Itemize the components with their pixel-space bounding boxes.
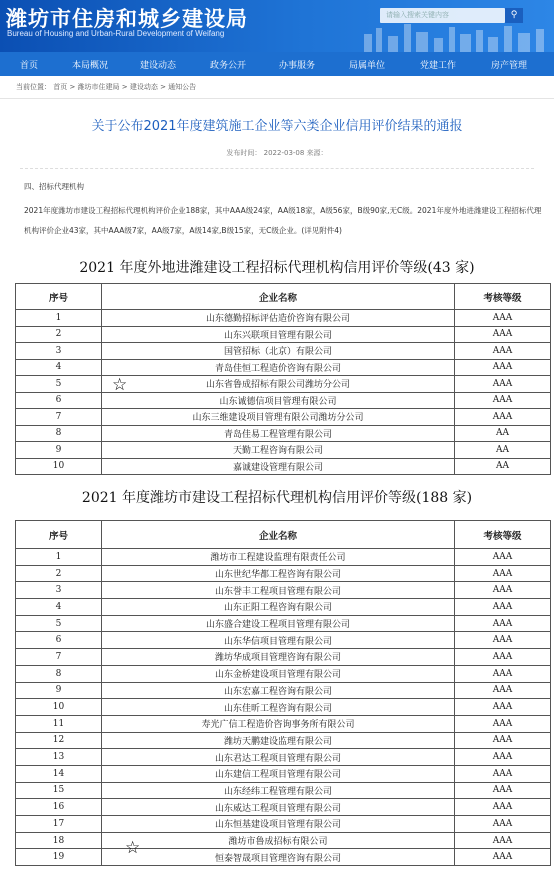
- grade: AAA: [455, 310, 551, 327]
- row-index: 15: [16, 782, 102, 799]
- row-index: 7: [16, 649, 102, 666]
- grade: AAA: [455, 799, 551, 816]
- table-row: [16, 582, 551, 599]
- grade: AAA: [455, 632, 551, 649]
- article-title: 关于公布2021年度建筑施工企业等六类企业信用评价结果的通报: [91, 119, 463, 134]
- table-row: [16, 458, 551, 475]
- section-heading: 四、招标代理机构: [24, 182, 84, 191]
- table-row: [16, 665, 551, 682]
- grade: AAA: [455, 849, 551, 866]
- grade: AAA: [455, 359, 551, 376]
- breadcrumb: 当前位置： 首页 > 潍坊市住建局 > 建设动态 > 通知公告: [0, 76, 554, 99]
- search-icon: ⚲: [510, 10, 518, 20]
- company-name: 山东诚德信项目管理有限公司: [102, 392, 455, 409]
- row-index: 4: [16, 359, 102, 376]
- company-name: 山东建信工程项目管理有限公司: [102, 765, 455, 782]
- row-index: 1: [16, 549, 102, 566]
- main-nav: [0, 52, 554, 76]
- table-row: [16, 615, 551, 632]
- site-banner: [0, 0, 554, 52]
- grade: AAA: [455, 699, 551, 716]
- company-name: 山东君达工程项目管理有限公司: [102, 749, 455, 766]
- grade: AAA: [455, 376, 551, 393]
- col-header-company: 企业名称: [102, 521, 455, 549]
- company-name: 山东世纪华都工程咨询有限公司: [102, 565, 455, 582]
- company-name: 山东兴联项目管理有限公司: [102, 326, 455, 343]
- row-index: 10: [16, 458, 102, 475]
- company-name: 天勤工程咨询有限公司: [102, 442, 455, 459]
- company-name: 潍坊市工程建设监理有限责任公司: [102, 549, 455, 566]
- company-name: 恒泰智晟项目管理咨询有限公司: [102, 849, 455, 866]
- row-index: 8: [16, 425, 102, 442]
- table-row: [16, 699, 551, 716]
- company-name: 潍坊市鲁成招标有限公司: [102, 832, 455, 849]
- row-index: 3: [16, 343, 102, 360]
- grade: AAA: [455, 749, 551, 766]
- company-name: 潍坊华成项目管理咨询有限公司: [102, 649, 455, 666]
- grade: AAA: [455, 326, 551, 343]
- row-index: 14: [16, 765, 102, 782]
- nav-item-units[interactable]: 局属单位: [348, 60, 385, 71]
- company-name: 山东华信项目管理有限公司: [102, 632, 455, 649]
- row-index: 8: [16, 665, 102, 682]
- table-row: [16, 782, 551, 799]
- company-name: 嘉诚建设管理有限公司: [102, 458, 455, 475]
- table-row: [16, 392, 551, 409]
- col-header-index: 序号: [16, 284, 102, 310]
- row-index: 12: [16, 732, 102, 749]
- star-icon: ☆: [112, 375, 128, 395]
- row-index: 1: [16, 310, 102, 327]
- table-row: [16, 715, 551, 732]
- company-name: 山东金桥建设项目管理有限公司: [102, 665, 455, 682]
- grade: AAA: [455, 765, 551, 782]
- table-row: [16, 849, 551, 866]
- search-input[interactable]: 请输入搜索关键内容: [380, 8, 505, 23]
- row-index: 4: [16, 599, 102, 616]
- table-row: [16, 765, 551, 782]
- table-row: [16, 565, 551, 582]
- company-name: 山东省鲁成招标有限公司潍坊分公司: [102, 376, 455, 393]
- grade: AA: [455, 458, 551, 475]
- table-row: [16, 310, 551, 327]
- table-row: [16, 832, 551, 849]
- grade: AAA: [455, 715, 551, 732]
- grade: AAA: [455, 409, 551, 426]
- site-title: 潍坊市住房和城乡建设局: [6, 7, 248, 31]
- col-header-index: 序号: [16, 521, 102, 549]
- grade: AA: [455, 442, 551, 459]
- row-index: 5: [16, 615, 102, 632]
- nav-item-home[interactable]: 首页: [19, 60, 38, 71]
- row-index: 13: [16, 749, 102, 766]
- table2: [15, 520, 551, 866]
- grade: AAA: [455, 732, 551, 749]
- table-row: [16, 799, 551, 816]
- company-name: 山东宏嘉工程咨询有限公司: [102, 682, 455, 699]
- nav-item-party[interactable]: 党建工作: [419, 60, 456, 71]
- star-icon: ☆: [125, 838, 141, 858]
- row-index: 9: [16, 442, 102, 459]
- row-index: 10: [16, 699, 102, 716]
- grade: AAA: [455, 832, 551, 849]
- row-index: 17: [16, 816, 102, 833]
- table-row: [16, 326, 551, 343]
- row-index: 5: [16, 376, 102, 393]
- company-name: 山东佳昕工程咨询有限公司: [102, 699, 455, 716]
- company-name: 青岛佳易工程管理有限公司: [102, 425, 455, 442]
- company-name: 山东正阳工程咨询有限公司: [102, 599, 455, 616]
- table-row: [16, 359, 551, 376]
- row-index: 19: [16, 849, 102, 866]
- table-row: [16, 682, 551, 699]
- search-button[interactable]: [505, 8, 523, 23]
- grade: AAA: [455, 649, 551, 666]
- grade: AAA: [455, 392, 551, 409]
- grade: AA: [455, 425, 551, 442]
- city-skyline-graphic: [354, 22, 554, 52]
- article-meta: 发布时间： 2022-03-08 来源：: [20, 148, 534, 169]
- table-row: [16, 442, 551, 459]
- table-row: [16, 816, 551, 833]
- nav-item-overview[interactable]: 本局概况: [71, 60, 108, 71]
- grade: AAA: [455, 816, 551, 833]
- table-row: [16, 632, 551, 649]
- row-index: 7: [16, 409, 102, 426]
- company-name: 山东威达工程项目管理有限公司: [102, 799, 455, 816]
- company-name: 青岛佳恒工程造价咨询有限公司: [102, 359, 455, 376]
- grade: AAA: [455, 615, 551, 632]
- col-header-company: 企业名称: [102, 284, 455, 310]
- table-row: [16, 732, 551, 749]
- company-name: 山东经纬工程管理有限公司: [102, 782, 455, 799]
- row-index: 3: [16, 582, 102, 599]
- table1: [15, 283, 551, 475]
- table-row: [16, 599, 551, 616]
- grade: AAA: [455, 343, 551, 360]
- grade: AAA: [455, 565, 551, 582]
- nav-item-services[interactable]: 办事服务: [278, 60, 315, 71]
- grade: AAA: [455, 782, 551, 799]
- table-row: [16, 409, 551, 426]
- row-index: 6: [16, 392, 102, 409]
- col-header-grade: 考核等级: [455, 284, 551, 310]
- grade: AAA: [455, 682, 551, 699]
- company-name: 山东德勤招标评估造价咨询有限公司: [102, 310, 455, 327]
- article-paragraph: 2021年度潍坊市建设工程招标代理机构评价企业188家，其中AAA级24家，AA级18家，A级56家，B级90家,无C级。2021年度外地进潍建设工程招标代理机构评价企业43家，其中AAA级7家，AA级7家，A级14家,B级15家，无C级企业。(详见附件4): [24, 206, 542, 235]
- table-row: [16, 376, 551, 393]
- grade: AAA: [455, 599, 551, 616]
- company-name: 山东盛合建设工程项目管理有限公司: [102, 615, 455, 632]
- company-name: 国管招标（北京）有限公司: [102, 343, 455, 360]
- grade: AAA: [455, 665, 551, 682]
- row-index: 2: [16, 326, 102, 343]
- company-name: 寿光广信工程造价咨询事务所有限公司: [102, 715, 455, 732]
- grade: AAA: [455, 549, 551, 566]
- row-index: 16: [16, 799, 102, 816]
- grade: AAA: [455, 582, 551, 599]
- row-index: 2: [16, 565, 102, 582]
- company-name: 山东誉丰工程项目管理有限公司: [102, 582, 455, 599]
- nav-item-housing[interactable]: 房产管理: [490, 60, 527, 71]
- col-header-grade: 考核等级: [455, 521, 551, 549]
- nav-item-gov-affairs[interactable]: 政务公开: [209, 60, 246, 71]
- table-row: [16, 425, 551, 442]
- row-index: 11: [16, 715, 102, 732]
- row-index: 9: [16, 682, 102, 699]
- table-row: [16, 343, 551, 360]
- table1-title: 2021 年度外地进潍建设工程招标代理机构信用评价等级(43 家): [79, 260, 475, 276]
- row-index: 6: [16, 632, 102, 649]
- company-name: 山东三维建设项目管理有限公司潍坊分公司: [102, 409, 455, 426]
- table-row: [16, 649, 551, 666]
- row-index: 18: [16, 832, 102, 849]
- company-name: 潍坊天鹏建设监理有限公司: [102, 732, 455, 749]
- company-name: 山东恒基建设项目管理有限公司: [102, 816, 455, 833]
- table-row: [16, 549, 551, 566]
- nav-item-news[interactable]: 建设动态: [139, 60, 176, 71]
- table2-title: 2021 年度潍坊市建设工程招标代理机构信用评价等级(188 家): [81, 490, 473, 506]
- table-row: [16, 749, 551, 766]
- site-subtitle: Bureau of Housing and Urban-Rural Development of Weifang: [7, 29, 225, 38]
